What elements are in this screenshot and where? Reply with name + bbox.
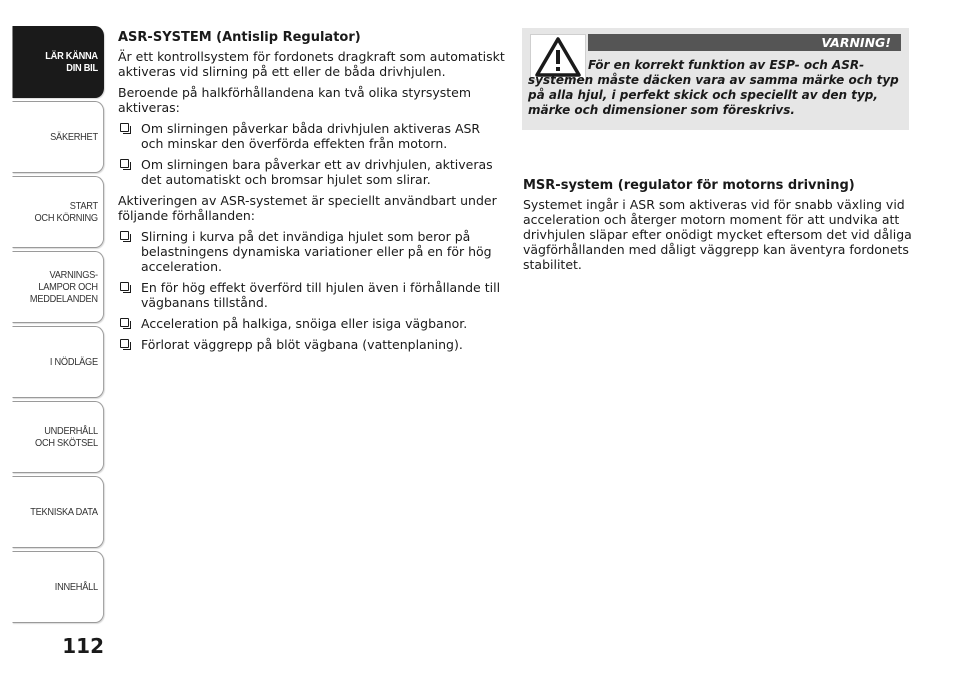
- list-item: Slirning i kurva på det invändiga hjulet som beror på belastningens dynamiska variationer eller på en för hög acceleration.: [118, 229, 506, 274]
- tab-start-och-korning[interactable]: [12, 176, 104, 248]
- tab-varningslampor[interactable]: [12, 251, 104, 323]
- list-item: Acceleration på halkiga, snöiga eller isiga vägbanor.: [118, 316, 506, 331]
- warning-text: För en korrekt funktion av ESP- och ASR-systemen måste däcken vara av samma märke och typ på alla hjul, i perfekt skick och speciellt av den typ, märke och dimensioner som föreskrivs.: [528, 58, 899, 117]
- tab-label: UNDERHÅLL OCH SKÖTSEL: [35, 425, 98, 449]
- list-item: En för hög effekt överförd till hjulen även i förhållande till vägbanans tillstånd.: [118, 280, 506, 310]
- tab-tekniska-data[interactable]: [12, 476, 104, 548]
- list-item: Om slirningen påverkar båda drivhjulen aktiveras ASR och minskar den överförda effekten från motorn.: [118, 121, 506, 151]
- asr-useful-list: [118, 229, 506, 352]
- tab-label: I NÖDLÄGE: [49, 356, 98, 368]
- checkbox-bullet-icon: [120, 231, 129, 240]
- msr-text: Systemet ingår i ASR som aktiveras vid för snabb växling vid acceleration och återger motorn moment för att undvika att drivhjulen släpar efter onödigt mycket eftersom det vid dåliga vägförhållanden med dåligt väggrepp kan äventyra fordonets stabilitet.: [523, 197, 912, 272]
- checkbox-bullet-icon: [120, 339, 129, 348]
- list-item: Om slirningen bara påverkar ett av drivhjulen, aktiveras det automatiskt och bromsar hjulet som slirar.: [118, 157, 506, 187]
- asr-section: [118, 30, 506, 358]
- list-item: Förlorat väggrepp på blöt vägbana (vattenplaning).: [118, 337, 506, 352]
- warning-heading: VARNING!: [588, 34, 901, 51]
- tab-underhall[interactable]: [12, 401, 104, 473]
- checkbox-bullet-icon: [120, 123, 129, 132]
- asr-intro: Är ett kontrollsystem för fordonets dragkraft som automatiskt aktiveras vid slirning på ett eller de båda drivhjulen.: [118, 49, 505, 79]
- asr-title: ASR-SYSTEM (Antislip Regulator): [118, 30, 361, 45]
- tab-i-nodlage[interactable]: [12, 326, 104, 398]
- msr-title: MSR-system (regulator för motorns drivning): [523, 178, 855, 193]
- asr-useful-intro: Aktiveringen av ASR-systemet är speciellt användbart under följande förhållanden:: [118, 193, 497, 223]
- tab-label: INNEHÅLL: [54, 581, 98, 593]
- checkbox-bullet-icon: [120, 159, 129, 168]
- asr-conditions-intro: Beroende på halkförhållandena kan två olika styrsystem aktiveras:: [118, 85, 472, 115]
- tab-lar-kanna-din-bil[interactable]: [12, 26, 104, 98]
- tab-label: START OCH KÖRNING: [34, 200, 98, 224]
- tab-label: VARNINGS- LAMPOR OCH MEDDELANDEN: [29, 269, 98, 305]
- tab-innehall[interactable]: [12, 551, 104, 623]
- tab-label: SÄKERHET: [50, 131, 98, 143]
- msr-section: [523, 178, 913, 278]
- chapter-tabs: [0, 26, 104, 626]
- warning-box: [522, 28, 909, 130]
- tab-label: TEKNISKA DATA: [30, 506, 98, 518]
- tab-label: LÄR KÄNNA DIN BIL: [45, 50, 98, 74]
- asr-conditions-list: [118, 121, 506, 187]
- tab-sakerhet[interactable]: [12, 101, 104, 173]
- page-number: 112: [62, 634, 104, 658]
- checkbox-bullet-icon: [120, 318, 129, 327]
- checkbox-bullet-icon: [120, 282, 129, 291]
